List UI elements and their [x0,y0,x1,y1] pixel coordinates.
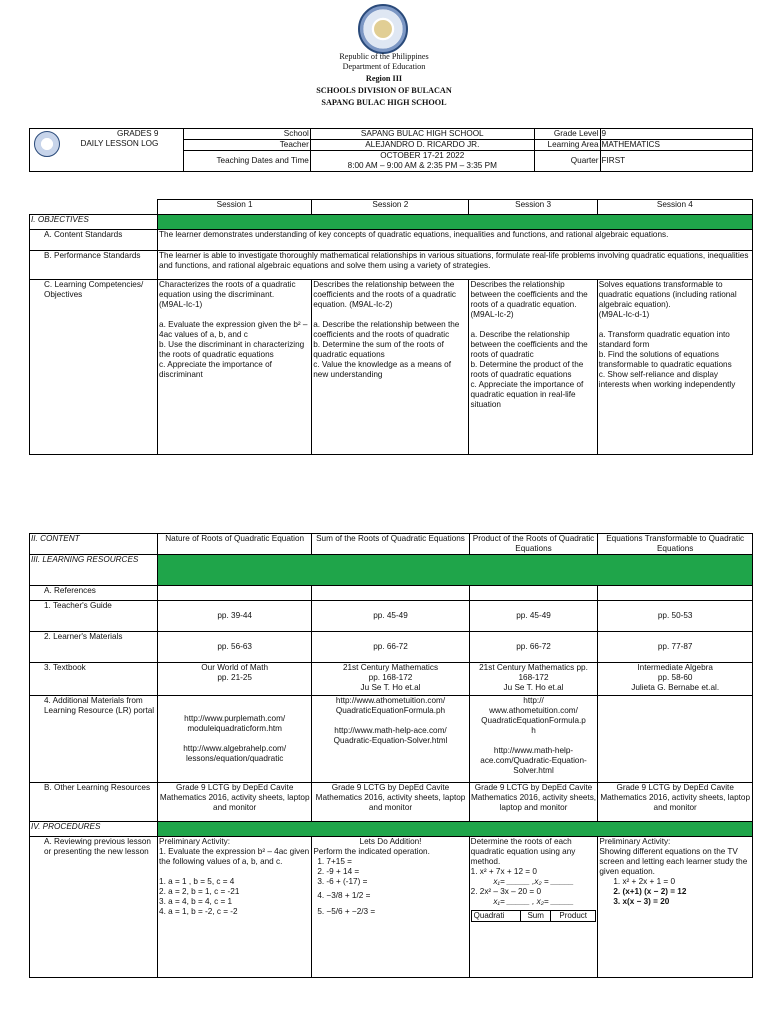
additional-materials-s4 [598,696,753,783]
teachers-guide-label: 1. Teacher's Guide [30,601,158,632]
procedures-s2-item-5: 5. −5/6 + −2/3 = [317,907,376,916]
grades-label: GRADES 9 [117,129,159,138]
teachers-guide-s3: pp. 45-49 [469,601,598,632]
learning-area-label: Learning Area [534,140,600,151]
procedures-s3-item-3: 2. 2x² – 3x – 20 = 0 [470,887,541,896]
teacher-value: ALEJANDRO D. RICARDO JR. [310,140,534,151]
dll-label: DAILY LESSON LOG [80,139,159,148]
content-standards-text: The learner demonstrates understanding of key concepts of quadratic equations, inequalities and functions, and rational algebraic equations. [158,230,753,251]
teacher-label: Teacher [184,140,310,151]
competencies-session-1: Characterizes the roots of a quadratic equation using the discriminant. (M9AL-Ic-1) a. Evaluate the expression given the b² – 4ac values of a, b, and c b. Use the discriminant in characterizing the roots of quadratic equations c. Appreciate the importance of discriminant [158,280,312,455]
content-session-3: Product of the Roots of Quadratic Equations [469,534,598,555]
content-standards-label: A. Content Standards [30,230,158,251]
textbook-s3: 21st Century Mathematics pp. 168-172 Ju Se T. Ho et.al [469,663,598,696]
additional-materials-label: 4. Additional Materials from Learning Resource (LR) portal [30,696,158,783]
teachers-guide-s4: pp. 50-53 [598,601,753,632]
content-heading: II. CONTENT [30,534,158,555]
procedures-s3-intro: Determine the roots of each quadratic equation using any method. [470,837,576,866]
header-department: Department of Education [342,62,426,71]
content-session-1: Nature of Roots of Quadratic Equation [158,534,312,555]
learners-materials-label: 2. Learner's Materials [30,632,158,663]
procedures-s2 [312,837,469,978]
teachers-guide-s2: pp. 45-49 [312,601,469,632]
procedures-s4-item-1: 1. x² + 2x + 1 = 0 [613,877,676,886]
header-school: SAPANG BULAC HIGH SCHOOL [321,98,447,107]
other-resources-s4: Grade 9 LCTG by DepEd Cavite Mathematics 2016, activity sheets, laptop and monitor [598,783,753,822]
quarter-value: FIRST [600,151,752,172]
header-republic: Republic of the Philippines [339,52,429,61]
info-table [29,128,753,172]
dates-label: Teaching Dates and Time [184,151,310,172]
blank-corner [30,200,158,215]
info-title-cell [30,129,184,172]
procedures-s4-item-2: 2. (x+1) (x − 2) = 12 [613,887,687,896]
content-session-4: Equations Transformable to Quadratic Equations [598,534,753,555]
competencies-session-3: Describes the relationship between the coefficients and the roots of a quadratic equation. (M9AL-Ic-2) a. Describe the relationship between the coefficients and the roots of quadratic b. Determine the product of the roots of quadratic equations c. Appreciate the importance of quadratic equation in real-life situation [469,280,597,455]
performance-standards-label: B. Performance Standards [30,251,158,280]
procedures-s3-item-2: x₁= _____ ,x₂ = _____ [493,877,574,886]
other-resources-s1: Grade 9 LCTG by DepEd Cavite Mathematics 2016, activity sheets, laptop and monitor [158,783,312,822]
session-3-header: Session 3 [469,200,597,215]
learners-materials-s4: pp. 77-87 [598,632,753,663]
procedures-s3-item-4: x₁= _____ , x₂= _____ [493,897,574,906]
session-1-header: Session 1 [158,200,312,215]
additional-materials-s2: http://www.athometuition.com/ QuadraticEquationFormula.ph http://www.math-help-ace.com/ Quadratic-Equation-Solver.html [312,696,469,783]
references-cell-1 [158,586,312,601]
grade-level-label: Grade Level [534,129,600,140]
procedures-s2-item-4: 4. −3/8 + 1/2 = [317,891,371,900]
procedures-s3-item-1: 1. x² + 7x + 12 = 0 [470,867,537,876]
resources-green-bar [158,555,753,586]
performance-standards-text: The learner is able to investigate thoroughly mathematical relationships in various situations, formulate real-life problems involving quadratic equations, inequalities and functions, and rational algebraic equations and solve them using a variety of strategies. [158,251,753,280]
competencies-label: C. Learning Competencies/ Objectives [30,280,158,455]
resources-heading: III. LEARNING RESOURCES [30,555,158,586]
deped-seal-icon [358,4,408,54]
session-4-header: Session 4 [597,200,752,215]
learning-area-value: MATHEMATICS [600,140,752,151]
procedures-s4-intro: Preliminary Activity: Showing different equations on the TV screen and letting each learner study the given equation. [599,837,748,876]
additional-materials-s3: http:// www.athometuition.com/ QuadraticEquationFormula.p h http://www.math-help- ace.com/Quadratic-Equation- Solver.html [469,696,598,783]
dates-value-line2: 8:00 AM – 9:00 AM & 2:35 PM – 3:35 PM [347,161,497,170]
deped-small-seal-icon [34,131,60,157]
teachers-guide-s1: pp. 39-44 [158,601,312,632]
textbook-s2: 21st Century Mathematics pp. 168-172 Ju Se T. Ho et.al [312,663,469,696]
references-cell-2 [312,586,469,601]
objectives-heading: I. OBJECTIVES [30,215,158,230]
procedures-s3 [469,837,598,978]
procedures-s2-item-2: 2. -9 + 14 = [317,867,360,876]
procedures-s1: Preliminary Activity: 1. Evaluate the expression b² – 4ac given the following values of a, b, and c. 1. a = 1 , b = 5, c = 4 2. a = 2, b = 1, c = -21 3. a = 4, b = 4, c = 1 4. a = 1, b = -2, c = -2 [158,837,312,978]
learners-materials-s2: pp. 66-72 [312,632,469,663]
session-2-header: Session 2 [312,200,469,215]
reviewing-label: A. Reviewing previous lesson or presenting the new lesson [30,837,158,978]
learners-materials-s3: pp. 66-72 [469,632,598,663]
competencies-session-4: Solves equations transformable to quadratic equations (including rational algebraic equation). (M9AL-Ic-d-1) a. Transform quadratic equation into standard form b. Find the solutions of equations transformable to quadratic equations c. Show self-reliance and display interests when working independently [597,280,752,455]
competencies-session-2: Describes the relationship between the coefficients and the roots of a quadratic equation. (M9AL-Ic-2) a. Describe the relationship between the coefficients and the roots of quadratic b. Determine the sum of the roots of quadratic equations c. Value the knowledge as a means of new understanding [312,280,469,455]
procedures-s4-item-3: 3. x(x − 3) = 20 [613,897,670,906]
content-session-2: Sum of the Roots of Quadratic Equations [312,534,469,555]
school-value: SAPANG BULAC HIGH SCHOOL [310,129,534,140]
learners-materials-s1: pp. 56-63 [158,632,312,663]
references-cell-4 [598,586,753,601]
references-label: A. References [30,586,158,601]
school-label: School [184,129,310,140]
textbook-s4: Intermediate Algebra pp. 58-60 Julieta G. Bernabe et.al. [598,663,753,696]
procedures-s2-item-1: 1. 7+15 = [317,857,352,866]
other-resources-s3: Grade 9 LCTG by DepEd Cavite Mathematics 2016, activity sheets, laptop and monitor [469,783,598,822]
answer-table-col-sum: Sum [521,911,551,922]
answer-table-col-product: Product [551,911,596,922]
textbook-label: 3. Textbook [30,663,158,696]
procedures-s4 [598,837,753,978]
other-resources-label: B. Other Learning Resources [30,783,158,822]
other-resources-s2: Grade 9 LCTG by DepEd Cavite Mathematics 2016, activity sheets, laptop and monitor [312,783,469,822]
textbook-s1: Our World of Math pp. 21-25 [158,663,312,696]
procedures-green-bar [158,822,753,837]
dates-value-line1: OCTOBER 17-21 2022 [380,151,465,160]
procedures-s2-intro: Perform the indicated operation. [313,847,430,856]
procedures-s3-answer-table [471,910,597,922]
header-region: Region III [365,74,403,83]
additional-materials-s1: http://www.purplemath.com/ moduleiquadraticform.htm http://www.algebrahelp.com/ lessons/equation/quadratic [158,696,312,783]
objectives-table [29,199,753,455]
quarter-label: Quarter [534,151,600,172]
procedures-heading: IV. PROCEDURES [30,822,158,837]
grade-level-value: 9 [600,129,752,140]
procedures-s2-title: Lets Do Addition! [359,837,422,846]
procedures-s2-item-3: 3. -6 + (-17) = [317,877,368,886]
objectives-green-bar [158,215,753,230]
content-resources-table [29,533,753,978]
references-cell-3 [469,586,598,601]
header-division: SCHOOLS DIVISION OF BULACAN [316,86,452,95]
dates-value [310,151,534,172]
answer-table-col-quadratic: Quadrati [471,911,521,922]
